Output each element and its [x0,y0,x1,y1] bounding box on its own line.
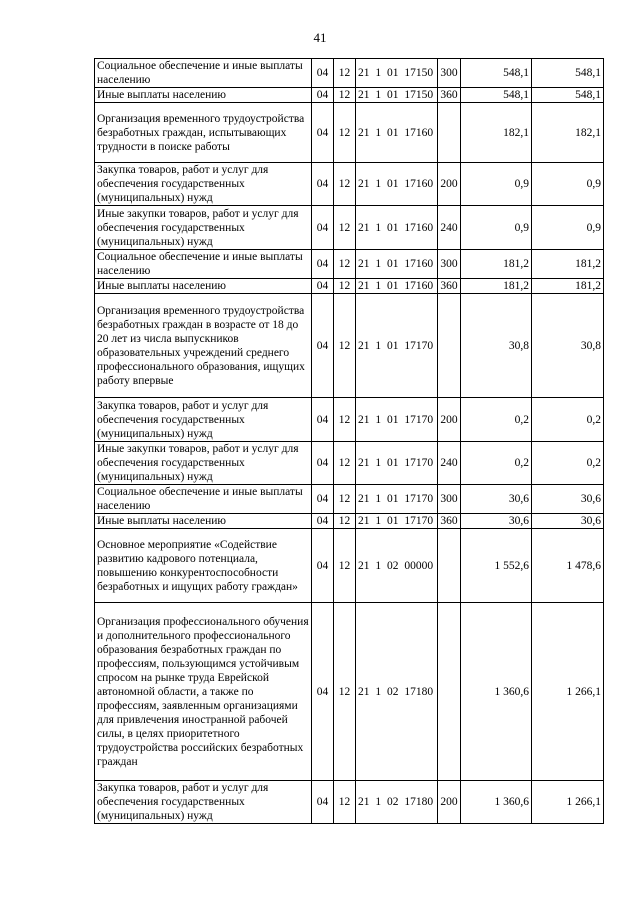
row-amount-year2: 548,1 [532,88,604,103]
row-target-code: 21 1 01 17160 [356,103,438,163]
row-amount-year1: 181,2 [461,250,532,279]
row-expense-type: 240 [438,442,461,485]
row-section: 04 [312,88,334,103]
row-name: Основное мероприятие «Содействие развитию кадрового потенциала, повышению конкурентоспособности безработных и ищущих работу граждан» [95,529,312,603]
row-expense-type: 200 [438,398,461,442]
row-name: Иные выплаты населению [95,279,312,294]
table-row [95,88,604,103]
table-row [95,442,604,485]
row-target-code: 21 1 01 17150 [356,59,438,88]
row-expense-type: 240 [438,206,461,250]
row-amount-year1: 30,8 [461,294,532,398]
row-section: 04 [312,250,334,279]
row-amount-year2: 30,6 [532,485,604,514]
row-subsection: 12 [334,529,356,603]
row-section: 04 [312,514,334,529]
row-name: Иные закупки товаров, работ и услуг для обеспечения государственных (муниципальных) нужд [95,442,312,485]
row-expense-type [438,294,461,398]
row-section: 04 [312,279,334,294]
row-expense-type: 360 [438,279,461,294]
row-section: 04 [312,294,334,398]
page-number: 41 [313,30,327,45]
row-target-code: 21 1 02 17180 [356,603,438,781]
row-name: Закупка товаров, работ и услуг для обеспечения государственных (муниципальных) нужд [95,163,312,206]
row-amount-year2: 548,1 [532,59,604,88]
row-amount-year2: 30,8 [532,294,604,398]
row-amount-year2: 0,2 [532,442,604,485]
table-row [95,250,604,279]
row-target-code: 21 1 01 17160 [356,250,438,279]
table-row [95,279,604,294]
row-subsection: 12 [334,442,356,485]
row-subsection: 12 [334,163,356,206]
row-subsection: 12 [334,781,356,824]
row-section: 04 [312,59,334,88]
table-row [95,485,604,514]
row-amount-year1: 1 552,6 [461,529,532,603]
row-subsection: 12 [334,294,356,398]
row-name: Организация временного трудоустройства безработных граждан в возрасте от 18 до 20 лет из числа выпускников образовательных учреждений среднего профессионального образования, ищущих работу впервые [95,294,312,398]
row-expense-type [438,529,461,603]
row-expense-type: 300 [438,250,461,279]
row-name: Социальное обеспечение и иные выплаты населению [95,250,312,279]
row-expense-type [438,103,461,163]
row-amount-year1: 30,6 [461,485,532,514]
row-amount-year1: 30,6 [461,514,532,529]
row-subsection: 12 [334,279,356,294]
row-name: Закупка товаров, работ и услуг для обеспечения государственных (муниципальных) нужд [95,781,312,824]
row-name: Иные выплаты населению [95,88,312,103]
row-section: 04 [312,206,334,250]
row-amount-year1: 0,9 [461,206,532,250]
row-amount-year1: 548,1 [461,59,532,88]
row-target-code: 21 1 01 17160 [356,279,438,294]
table-row [95,781,604,824]
row-target-code: 21 1 01 17170 [356,442,438,485]
row-amount-year1: 548,1 [461,88,532,103]
row-amount-year1: 181,2 [461,279,532,294]
row-name: Социальное обеспечение и иные выплаты населению [95,485,312,514]
row-amount-year1: 0,9 [461,163,532,206]
row-section: 04 [312,781,334,824]
row-target-code: 21 1 01 17150 [356,88,438,103]
row-subsection: 12 [334,514,356,529]
row-subsection: 12 [334,103,356,163]
row-amount-year2: 181,2 [532,250,604,279]
row-amount-year2: 1 266,1 [532,781,604,824]
row-expense-type [438,603,461,781]
row-amount-year2: 182,1 [532,103,604,163]
row-name: Иные закупки товаров, работ и услуг для обеспечения государственных (муниципальных) нужд [95,206,312,250]
row-section: 04 [312,529,334,603]
row-section: 04 [312,442,334,485]
table-row [95,514,604,529]
row-target-code: 21 1 01 17160 [356,206,438,250]
row-amount-year1: 1 360,6 [461,603,532,781]
table-row [95,59,604,88]
row-amount-year1: 182,1 [461,103,532,163]
row-amount-year2: 0,9 [532,206,604,250]
row-expense-type: 200 [438,781,461,824]
row-expense-type: 200 [438,163,461,206]
row-section: 04 [312,603,334,781]
row-amount-year2: 1 266,1 [532,603,604,781]
row-target-code: 21 1 01 17170 [356,485,438,514]
row-amount-year2: 30,6 [532,514,604,529]
row-target-code: 21 1 01 17170 [356,514,438,529]
row-section: 04 [312,103,334,163]
row-amount-year2: 1 478,6 [532,529,604,603]
row-name: Организация временного трудоустройства безработных граждан, испытывающих трудности в поиске работы [95,103,312,163]
row-amount-year1: 1 360,6 [461,781,532,824]
row-subsection: 12 [334,603,356,781]
table-row [95,163,604,206]
row-subsection: 12 [334,59,356,88]
row-target-code: 21 1 02 17180 [356,781,438,824]
row-section: 04 [312,485,334,514]
row-amount-year1: 0,2 [461,398,532,442]
row-amount-year1: 0,2 [461,442,532,485]
row-subsection: 12 [334,485,356,514]
row-section: 04 [312,398,334,442]
row-subsection: 12 [334,88,356,103]
row-amount-year2: 0,2 [532,398,604,442]
row-amount-year2: 0,9 [532,163,604,206]
table-row [95,603,604,781]
row-name: Социальное обеспечение и иные выплаты населению [95,59,312,88]
table-row [95,294,604,398]
row-target-code: 21 1 01 17170 [356,294,438,398]
row-expense-type: 300 [438,485,461,514]
row-name: Закупка товаров, работ и услуг для обеспечения государственных (муниципальных) нужд [95,398,312,442]
row-name: Иные выплаты населению [95,514,312,529]
row-expense-type: 360 [438,88,461,103]
row-target-code: 21 1 02 00000 [356,529,438,603]
row-section: 04 [312,163,334,206]
row-subsection: 12 [334,398,356,442]
budget-table [94,58,604,824]
row-expense-type: 360 [438,514,461,529]
table-row [95,529,604,603]
row-subsection: 12 [334,250,356,279]
row-target-code: 21 1 01 17170 [356,398,438,442]
row-target-code: 21 1 01 17160 [356,163,438,206]
table-row [95,206,604,250]
row-name: Организация профессионального обучения и дополнительного профессионального образования безработных граждан по профессиям, пользующимся устойчивым спросом на рынке труда Еврейской автономной области, а также по профессиям, заявленным организациями для привлечения иностранной рабочей силы, в целях приоритетного трудоустройства российских безработных граждан [95,603,312,781]
table-row [95,398,604,442]
row-expense-type: 300 [438,59,461,88]
table-row [95,103,604,163]
row-amount-year2: 181,2 [532,279,604,294]
row-subsection: 12 [334,206,356,250]
